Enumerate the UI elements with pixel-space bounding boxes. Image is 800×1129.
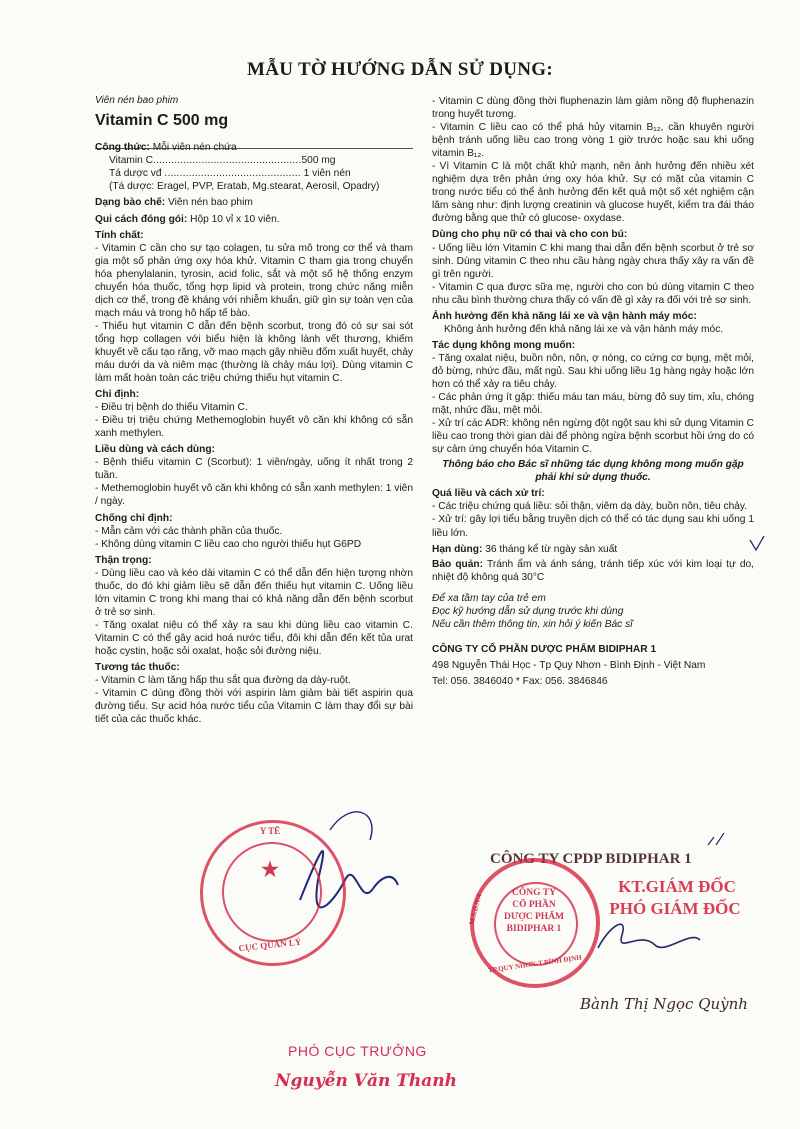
leader-dots: .................................................	[152, 155, 302, 167]
list-item: - Bệnh thiếu vitamin C (Scorbut): 1 viên/ngày, uống ít nhất trong 2 tuần.	[95, 457, 413, 482]
section-heading: Chỉ định:	[95, 389, 140, 401]
list-item: - Xử trí: gây lợi tiểu bằng truyền dịch có thể có tác dụng sau khi uống 1 liều lớn.	[432, 514, 754, 539]
product-subtitle: Viên nén bao phim	[95, 95, 179, 106]
section-heading: Ảnh hưởng đến khả năng lái xe và vận hành máy móc:	[432, 310, 697, 322]
product-name: Vitamin C 500 mg	[95, 111, 229, 129]
authority-stamp-bottom: CỤC QUẢN LÝ	[238, 936, 302, 954]
storage-label: Bảo quản:	[432, 558, 484, 570]
excipient-amount: 1 viên nén	[303, 168, 351, 180]
section-heading: Tính chất:	[95, 229, 144, 241]
company-address: 498 Nguyễn Thái Học - Tp Quy Nhơn - Bình Định - Việt Nam	[432, 659, 706, 671]
list-item: - Xử trí các ADR: không nên ngừng đột ngột sau khi sử dụng Vitamin C liều cao trong thời gian dài để phòng ngừa bệnh scorbut hồi ứng do có sự cảm ứng chuyển hóa Vitamin C.	[432, 418, 754, 456]
packaging-value: Hộp 10 vỉ x 10 viên.	[190, 213, 280, 225]
section-heading: Tác dụng không mong muốn:	[432, 339, 576, 351]
excipients-list: (Tá dược: Eragel, PVP, Eratab, Mg.stearat, Aerosil, Opadry)	[109, 181, 380, 193]
authority-stamp-inner-ring	[222, 842, 322, 942]
section-heading: Liều dùng và cách dùng:	[95, 444, 215, 456]
section-heading: Tương tác thuốc:	[95, 662, 180, 674]
storage-value: Tránh ẩm và ánh sáng, tránh tiếp xúc với kim loại tự do, nhiệt độ không quá 30°C	[432, 558, 754, 583]
formula-label: Công thức:	[95, 142, 150, 154]
authority-signer-name: Nguyễn Văn Thanh	[275, 1071, 457, 1091]
active-ingredient: Vitamin C	[109, 155, 153, 167]
section-heading: Chống chỉ định:	[95, 512, 173, 524]
company-signer-name: Bành Thị Ngọc Quỳnh	[580, 995, 748, 1013]
warning-line: Nếu cần thêm thông tin, xin hỏi ý kiến Bác sĩ	[432, 618, 633, 630]
list-item: - Vitamin C dùng đồng thời fluphenazin làm giảm nồng độ fluphenazin trong huyết tương.	[432, 96, 754, 121]
list-item: - Các triệu chứng quá liều: sỏi thận, viêm dạ dày, buồn nôn, tiêu chảy.	[432, 501, 748, 513]
authority-signature-flourish	[330, 812, 372, 840]
list-item: - Tăng oxalat niệu, buồn nôn, nôn, ợ nóng, co cứng cơ bụng, mệt mỏi, đỏ bừng, nhức đầu, mất ngủ. Sau khi uống liều 1g hàng ngày hoặc lớn hơn có thể xảy ra tiêu chảy.	[432, 352, 754, 390]
warning-line: Đọc kỹ hướng dẫn sử dụng trước khi dùng	[432, 605, 624, 617]
section-heading: Quá liều và cách xử trí:	[432, 488, 545, 500]
company-contact: Tel: 056. 3846040 * Fax: 056. 3846846	[432, 675, 608, 687]
list-item: - Vitamin C liều cao có thể phá hủy vitamin B₁₂, cần khuyên người bệnh tránh uống liều cao trong vòng 1 giờ trước hoặc sau khi uống vitamin B₁₂.	[432, 122, 754, 160]
stamp-role-1: KT.GIÁM ĐỐC	[618, 877, 736, 896]
paragraph: Không ảnh hưởng đến khả năng lái xe và vận hành máy móc.	[444, 323, 724, 335]
packaging-label: Qui cách đóng gói:	[95, 213, 188, 225]
company-stamp-ring-text: TP.QUY NHƠN-T.BÌNH ĐỊNH	[487, 953, 583, 975]
list-item: - Tăng oxalat niệu có thể xảy ra sau khi dùng liều cao vitamin C. Vitamin C có thể gây acid hoá nước tiểu, đôi khi dẫn đến kết tủa urat hoặc cystin, hoặc sỏi oxalat, hoặc sỏi đường niệu.	[95, 619, 413, 657]
stamp-company-header: CÔNG TY CPDP BIDIPHAR 1	[490, 851, 692, 867]
stamp-role-2: PHÓ GIÁM ĐỐC	[609, 899, 741, 918]
dosage-form-value: Viên nén bao phim	[168, 197, 253, 209]
list-item: - Vitamin C dùng đồng thời với aspirin làm giảm bài tiết aspirin qua đường tiểu. Sự acid hóa nước tiểu của Vitamin C làm thay đổi sự bài tiết của các thuốc khác.	[95, 688, 413, 726]
list-item: - Vitamin C qua được sữa mẹ, người cho con bú dùng vitamin C theo nhu cầu bình thường chưa thấy có vấn đề gì xảy ra đối với trẻ sơ sinh.	[432, 281, 754, 306]
authority-role: PHÓ CỤC TRƯỞNG	[288, 1043, 427, 1059]
list-item: - Vì Vitamin C là một chất khử mạnh, nên ảnh hưởng đến nhiều xét nghiệm dựa trên phản ứng oxy hóa khử. Sự có mặt của vitamin C trong nước tiểu có thể ảnh hưởng đến kết quả một số xét nghiệm cận lâm sàng như: định lượng creatinin và glucose huyết, kiểm tra đái tháo đường bằng que thử có glucose- oxydase.	[432, 161, 754, 225]
warning-line: Để xa tầm tay của trẻ em	[432, 592, 546, 604]
expiry-value: 36 tháng kể từ ngày sản xuất	[485, 543, 618, 555]
check-mark	[750, 536, 764, 550]
list-item: - Dùng liều cao và kéo dài vitamin C có thể dẫn đến hiện tượng nhờn thuốc, do đó khi giảm liều sẽ dẫn đến thiếu hụt vitamin C. Uống liều lớn vitamin C trong khi mang thai có khả năng dẫn đến bệnh scorbut ở trẻ sơ sinh.	[95, 567, 413, 618]
dosage-form-label: Dạng bào chế:	[95, 197, 166, 209]
active-amount: 500 mg	[301, 155, 336, 167]
list-item: - Thiếu hụt vitamin C dẫn đến bệnh scorbut, trong đó có sự sai sót tổng hợp collagen với biểu hiện là không lành vết thương, khiếm khuyết về cấu tạo răng, vỡ mao mạch gây nhiều đốm xuất huyết, chảy máu dưới da và niêm mạc (thường là chảy máu lợi). Dùng vitamin C làm mất hoàn toàn các triệu chứng thiếu hụt vitamin C.	[95, 320, 413, 385]
company-signature-path	[598, 924, 700, 948]
list-item: - Mẫn cảm với các thành phần của thuốc.	[95, 525, 283, 537]
list-item: - Methemoglobin huyết vô căn khi không có sẵn xanh methylen: 1 viên / ngày.	[95, 483, 413, 508]
star-icon: ★	[261, 859, 279, 881]
list-item: - Vitamin C cần cho sự tạo colagen, tu sửa mô trong cơ thể và tham gia một số phản ứng oxy hóa khử. Vitamin C tham gia trong chuyển hóa phenylalanin, tyrosin, acid folic, sắt và một số hệ thống enzym chuyển hóa thuốc, tổng hợp lipid và protein, trong chức năng miễn dịch cơ thể, trong đề kháng với nhiễm khuẩn, giữ gìn sự toàn vẹn của mạch máu và trong hô hấp tế bào.	[95, 242, 413, 319]
section-heading: Thận trọng:	[95, 554, 152, 566]
formula-text: Mỗi viên nén chứa	[152, 142, 237, 154]
authority-stamp-top: Y TẾ	[259, 826, 281, 836]
document-title: MẪU TỜ HƯỚNG DẪN SỬ DỤNG:	[246, 59, 554, 80]
leader-dots: .............................................	[164, 168, 301, 180]
expiry-label: Hạn dùng:	[432, 543, 483, 555]
list-item: - Các phản ứng ít gặp: thiếu máu tan máu, bừng đỏ suy tim, xỉu, chóng mặt, nhức đầu, mệt mỏi.	[432, 392, 754, 417]
list-item: - Điều trị bệnh do thiếu Vitamin C.	[95, 402, 248, 414]
list-item: - Vitamin C làm tăng hấp thu sắt qua đường dạ dày-ruột.	[95, 675, 351, 687]
list-item: - Uống liều lớn Vitamin C khi mang thai dẫn đến bệnh scorbut ở trẻ sơ sinh. Dùng vitamin C theo nhu cầu hàng ngày chưa thấy xảy ra vấn đề gì trên người.	[432, 242, 754, 280]
doctor-notice: Thông báo cho Bác sĩ những tác dụng không mong muốn gặp phải khi sử dụng thuốc.	[442, 459, 744, 484]
section-heading: Dùng cho phụ nữ có thai và cho con bú:	[432, 229, 628, 241]
stamp-line: BIDIPHAR 1	[506, 923, 562, 934]
company-stamp-ring-left: M.S.D.N:4	[467, 893, 484, 926]
company-name: CÔNG TY CỔ PHẦN DƯỢC PHẨM BIDIPHAR 1	[432, 643, 657, 655]
excipient-label: Tá dược vđ	[109, 168, 162, 180]
stamp-line: DƯỢC PHẨM	[503, 911, 565, 922]
stamp-line: CÔNG TY	[512, 888, 556, 898]
stamp-line: CỔ PHẦN	[512, 899, 556, 910]
list-item: - Điều trị triệu chứng Methemoglobin huyết vô căn khi không có sẵn xanh methylen.	[95, 415, 413, 440]
initial-mark	[708, 833, 724, 845]
list-item: - Không dùng vitamin C liều cao cho người thiếu hụt G6PD	[95, 538, 362, 550]
